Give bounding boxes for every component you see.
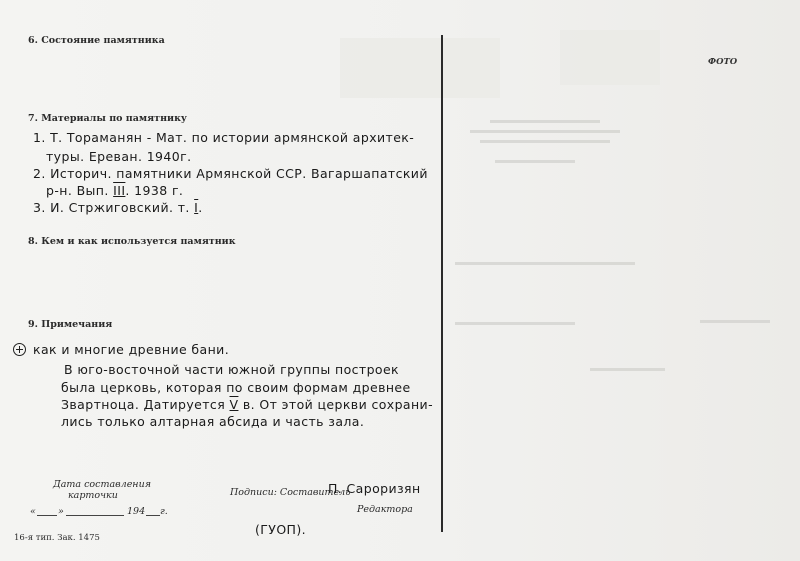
- date-year: 194: [127, 506, 146, 517]
- material-2-line-1: 2. Историч. памятники Армянской ССР. Вагаршапатский: [33, 166, 428, 181]
- editor-label: Редактора: [357, 504, 413, 515]
- bleed-line: [455, 262, 635, 265]
- bleed-line: [490, 120, 600, 123]
- note-line-4-suffix: в. От этой церкви сохрани-: [242, 397, 433, 412]
- note-line-2: В юго-восточной части южной группы построек: [64, 362, 399, 377]
- compiler-name: П. Сароризян: [328, 481, 421, 496]
- bleed-line: [700, 320, 770, 323]
- section-7-heading: 7. Материалы по памятнику: [28, 113, 188, 124]
- date-year-line: [146, 515, 160, 516]
- date-label-line-2: карточки: [68, 490, 118, 501]
- editor-value: (ГУОП).: [255, 522, 307, 537]
- material-3-volume: I: [194, 200, 199, 215]
- bleed-block: [560, 30, 660, 85]
- material-2-suffix: . 1938 г.: [125, 183, 184, 198]
- note-line-4-prefix: Звартноца. Датируется: [61, 397, 226, 412]
- material-2-line-2: [46, 183, 183, 198]
- date-quote-close: »: [58, 506, 64, 517]
- column-divider: [441, 35, 443, 532]
- circled-plus-icon: [13, 343, 26, 356]
- material-2-issue-number: III: [113, 183, 126, 198]
- section-6-heading: 6. Состояние памятника: [28, 35, 165, 46]
- date-day-line: [37, 515, 57, 516]
- signatures-label: Подписи: Составитель: [230, 487, 351, 498]
- material-2-prefix: р-н. Вып.: [46, 183, 109, 198]
- bleed-line: [470, 130, 620, 133]
- note-line-3: была церковь, которая по своим формам древнее: [61, 380, 411, 395]
- material-1-line-1: 1. Т. Тораманян - Мат. по истории армянской архитек-: [33, 130, 415, 145]
- photo-label: ФОТО: [708, 57, 738, 67]
- bleed-line: [495, 160, 575, 163]
- section-8-heading: 8. Кем и как используется памятник: [28, 236, 236, 247]
- date-year-suffix: г.: [160, 506, 168, 517]
- material-3-suffix: .: [198, 200, 203, 215]
- note-line-5: лись только алтарная абсида и часть зала.: [61, 414, 365, 429]
- material-3-prefix: 3. И. Стржиговский. т.: [33, 200, 190, 215]
- print-info: 16-я тип. Зак. 1475: [14, 533, 100, 543]
- bleed-block: [340, 38, 500, 98]
- material-3: [33, 200, 203, 215]
- section-9-heading: 9. Примечания: [28, 319, 113, 330]
- bleed-line: [480, 140, 610, 143]
- bleed-line: [590, 368, 665, 371]
- note-line-1: как и многие древние бани.: [33, 342, 230, 357]
- bleed-line: [455, 322, 575, 325]
- date-month-line: [66, 515, 124, 516]
- date-label-line-1: Дата составления: [53, 479, 151, 490]
- date-quote-open: «: [30, 506, 36, 517]
- note-century: V: [229, 397, 239, 412]
- material-1-line-2: туры. Ереван. 1940г.: [46, 149, 192, 164]
- note-line-4: [61, 397, 433, 412]
